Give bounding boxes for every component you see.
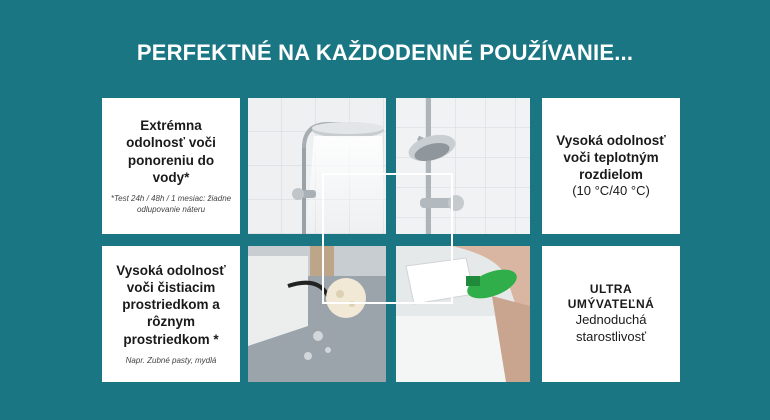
card-chemical-resistance [102, 246, 240, 382]
card-temperature-resistance-sub: (10 °C/40 °C) [572, 183, 650, 199]
card-chemical-resistance-text: Vysoká odolnosť voči čistiacim prostriedkom a rôznym prostriedkom * [116, 262, 226, 347]
card-washable [542, 246, 680, 382]
card-temperature-resistance [542, 98, 680, 234]
card-water-resistance [102, 98, 240, 234]
shower-head-icon [248, 98, 386, 234]
shower-head-icon [396, 98, 530, 234]
card-washable-text: ULTRA UMÝVATEĽNÁ [567, 281, 655, 312]
photo-hand-shower [396, 98, 530, 234]
card-temperature-resistance-text: Vysoká odolnosť voči teplotným rozdielom [556, 132, 666, 183]
card-water-resistance-note: *Test 24h / 48h / 1 mesiac: žiadne odlupovanie náteru [110, 194, 232, 214]
card-chemical-resistance-note: Napr. Zubné pasty, mydlá [125, 355, 217, 365]
cleaning-spray-icon [396, 246, 530, 382]
photo-sponge [248, 246, 386, 382]
page-title: PERFEKTNÉ NA KAŽDODENNÉ POUŽÍVANIE... [136, 40, 634, 65]
photo-cleaning-spray [396, 246, 530, 382]
sponge-icon [248, 246, 386, 382]
card-washable-sub: Jednoduchá starostlivosť [575, 312, 647, 345]
card-water-resistance-text: Extrémna odolnosť voči ponoreniu do vody* [126, 118, 216, 185]
photo-rain-shower [248, 98, 386, 234]
